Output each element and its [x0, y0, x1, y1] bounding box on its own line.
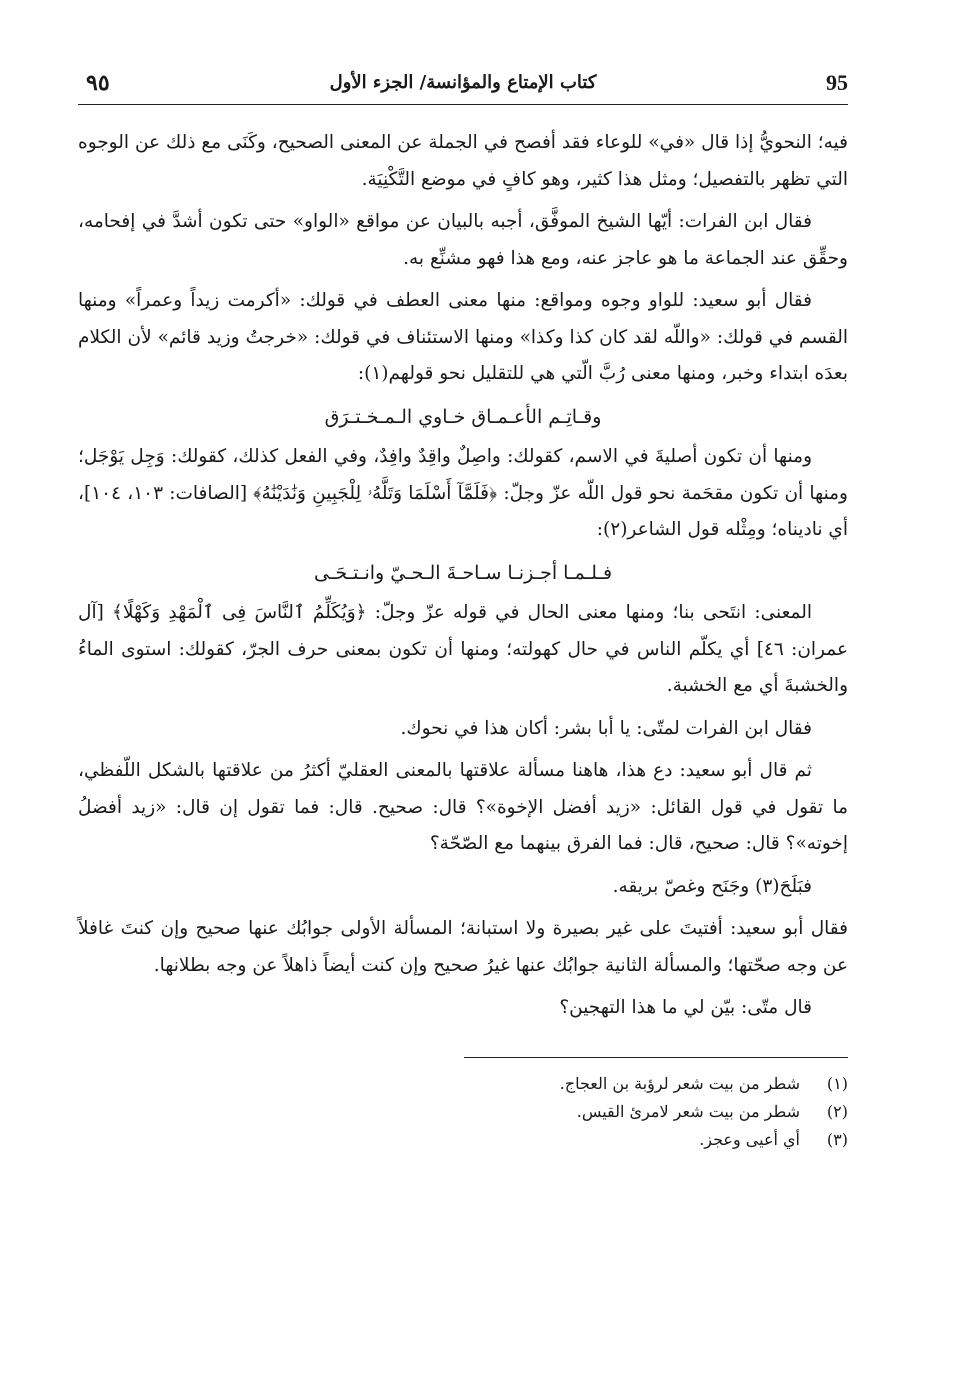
paragraph: المعنى: انتَحى بنا؛ ومنها معنى الحال في قوله عزّ وجلّ: ﴿وَيُكَلِّمُ ٱلنَّاسَ فِى ٱلْمَهْدِ وَكَهْلًا﴾ [آل عمران: ٤٦] أي يكلّم الناس في حال كهولته؛ ومنها أن تكون بمعنى حرف الجرّ، كقولك: استوى الماءُ والخشبةَ أي مع الخشبة.: [78, 602, 848, 696]
page-body: [78, 125, 848, 1027]
paragraph: فيه؛ النحويُّ إذا قال «في» للوعاء فقد أفصح في الجملة عن المعنى الصحيح، وكَنَى مع ذلك عن الوجوه التي تظهر بالتفصيل؛ ومثل هذا كثير، وهو كافٍ في موضع التَّكْنِيَة.: [78, 132, 848, 190]
footnote-text: شطر من بيت شعر لرؤبة بن العجاج.: [559, 1073, 800, 1093]
paragraph: فقال ابن الفرات لمتّى: يا أبا بشر: أكان هذا في نحوك.: [400, 717, 812, 739]
verse-line: وقـاتِـم الأعـمـاق خـاوي الـمـخـتـرَق: [324, 405, 602, 428]
footnote-separator: [464, 1057, 848, 1058]
paragraph: فقال ابن الفرات: أيّها الشيخ الموفَّق، أجبه بالبيان عن مواقع «الواو» حتى تكون أشدَّ في إفحامه، وحقِّق عند الجماعة ما هو عاجز عنه، ومع هذا فهو مشنِّع به.: [78, 211, 848, 269]
running-title: كتاب الإمتاع والمؤانسة/ الجزء الأول: [329, 72, 597, 93]
page-header: [78, 60, 848, 105]
footnote-text: أي أعيى وعجز.: [699, 1129, 800, 1149]
paragraph: ومنها أن تكون أصليةَ في الاسم، كقولك: واصِلٌ واقِدٌ وافِدٌ، وفي الفعل كذلك، كقولك: وَجِل يَوْجَل؛ ومنها أن تكون مقحَمة نحو قول اللّه عزّ وجلّ: ﴿فَلَمَّآ أَسْلَمَا وَتَلَّهُۥ لِلْجَبِينِ وَنَٰدَيْنَٰهُ﴾ [الصافات: ١٠٣، ١٠٤]، أي ناديناه؛ ومِثْله قول الشاعر(٢):: [78, 446, 848, 540]
footnote: [78, 1098, 848, 1126]
verse-line: فـلـمـا أجـزنـا سـاحـةَ الـحـيّ وانـتـحَـى: [313, 561, 613, 584]
book-page: [78, 60, 848, 1360]
footnotes: [78, 1070, 848, 1154]
footnote-text: شطر من بيت شعر لامرئ القيس.: [576, 1101, 800, 1121]
page-number-latin: 95: [826, 70, 848, 95]
page-number-arabic: ٩٥: [86, 70, 110, 96]
footnote-marker: (٢): [826, 1101, 848, 1121]
footnote: [78, 1126, 848, 1154]
paragraph: فبَلَحَ(٣) وجَنَح وغصّ بريقه.: [612, 875, 812, 897]
footnote-marker: (١): [826, 1073, 848, 1093]
paragraph: فقال أبو سعيد: للواو وجوه ومواقع: منها معنى العطف في قولك: «أكرمت زيداً وعمراً» ومنها القسم في قولك: «واللّه لقد كان كذا وكذا» ومنها الاستئناف في قولك: «خرجتُ وزيد قائم» لأن الكلام بعدَه ابتداء وخبر، ومنها معنى رُبَّ الّتي هي للتقليل نحو قولهم(١):: [78, 290, 848, 384]
paragraph: قال متّى: بيّن لي ما هذا التهجين؟: [559, 997, 812, 1018]
paragraph: ثم قال أبو سعيد: دع هذا، هاهنا مسألة علاقتها بالمعنى العقليّ أكثرُ من علاقتها بالشكل اللّفظي، ما تقول في قول القائل: «زيد أفضل الإخوة»؟ قال: صحيح. قال: فما تقول إن قال: «زيد أفضلُ إخوته»؟ قال: صحيح، قال: فما الفرق بينهما مع الصّحّة؟: [78, 760, 848, 854]
footnote-marker: (٣): [826, 1129, 848, 1149]
footnote: [78, 1070, 848, 1098]
paragraph: فقال أبو سعيد: أفتيتَ على غير بصيرة ولا استبانة؛ المسألة الأولى جوابُك عنها صحيح وإن كنتَ غافلاً عن وجه صحّتها؛ والمسألة الثانية جوابُك عنها غيرُ صحيح وإن كنت أيضاً ذاهلاً عن وجه بطلانها.: [78, 918, 848, 976]
